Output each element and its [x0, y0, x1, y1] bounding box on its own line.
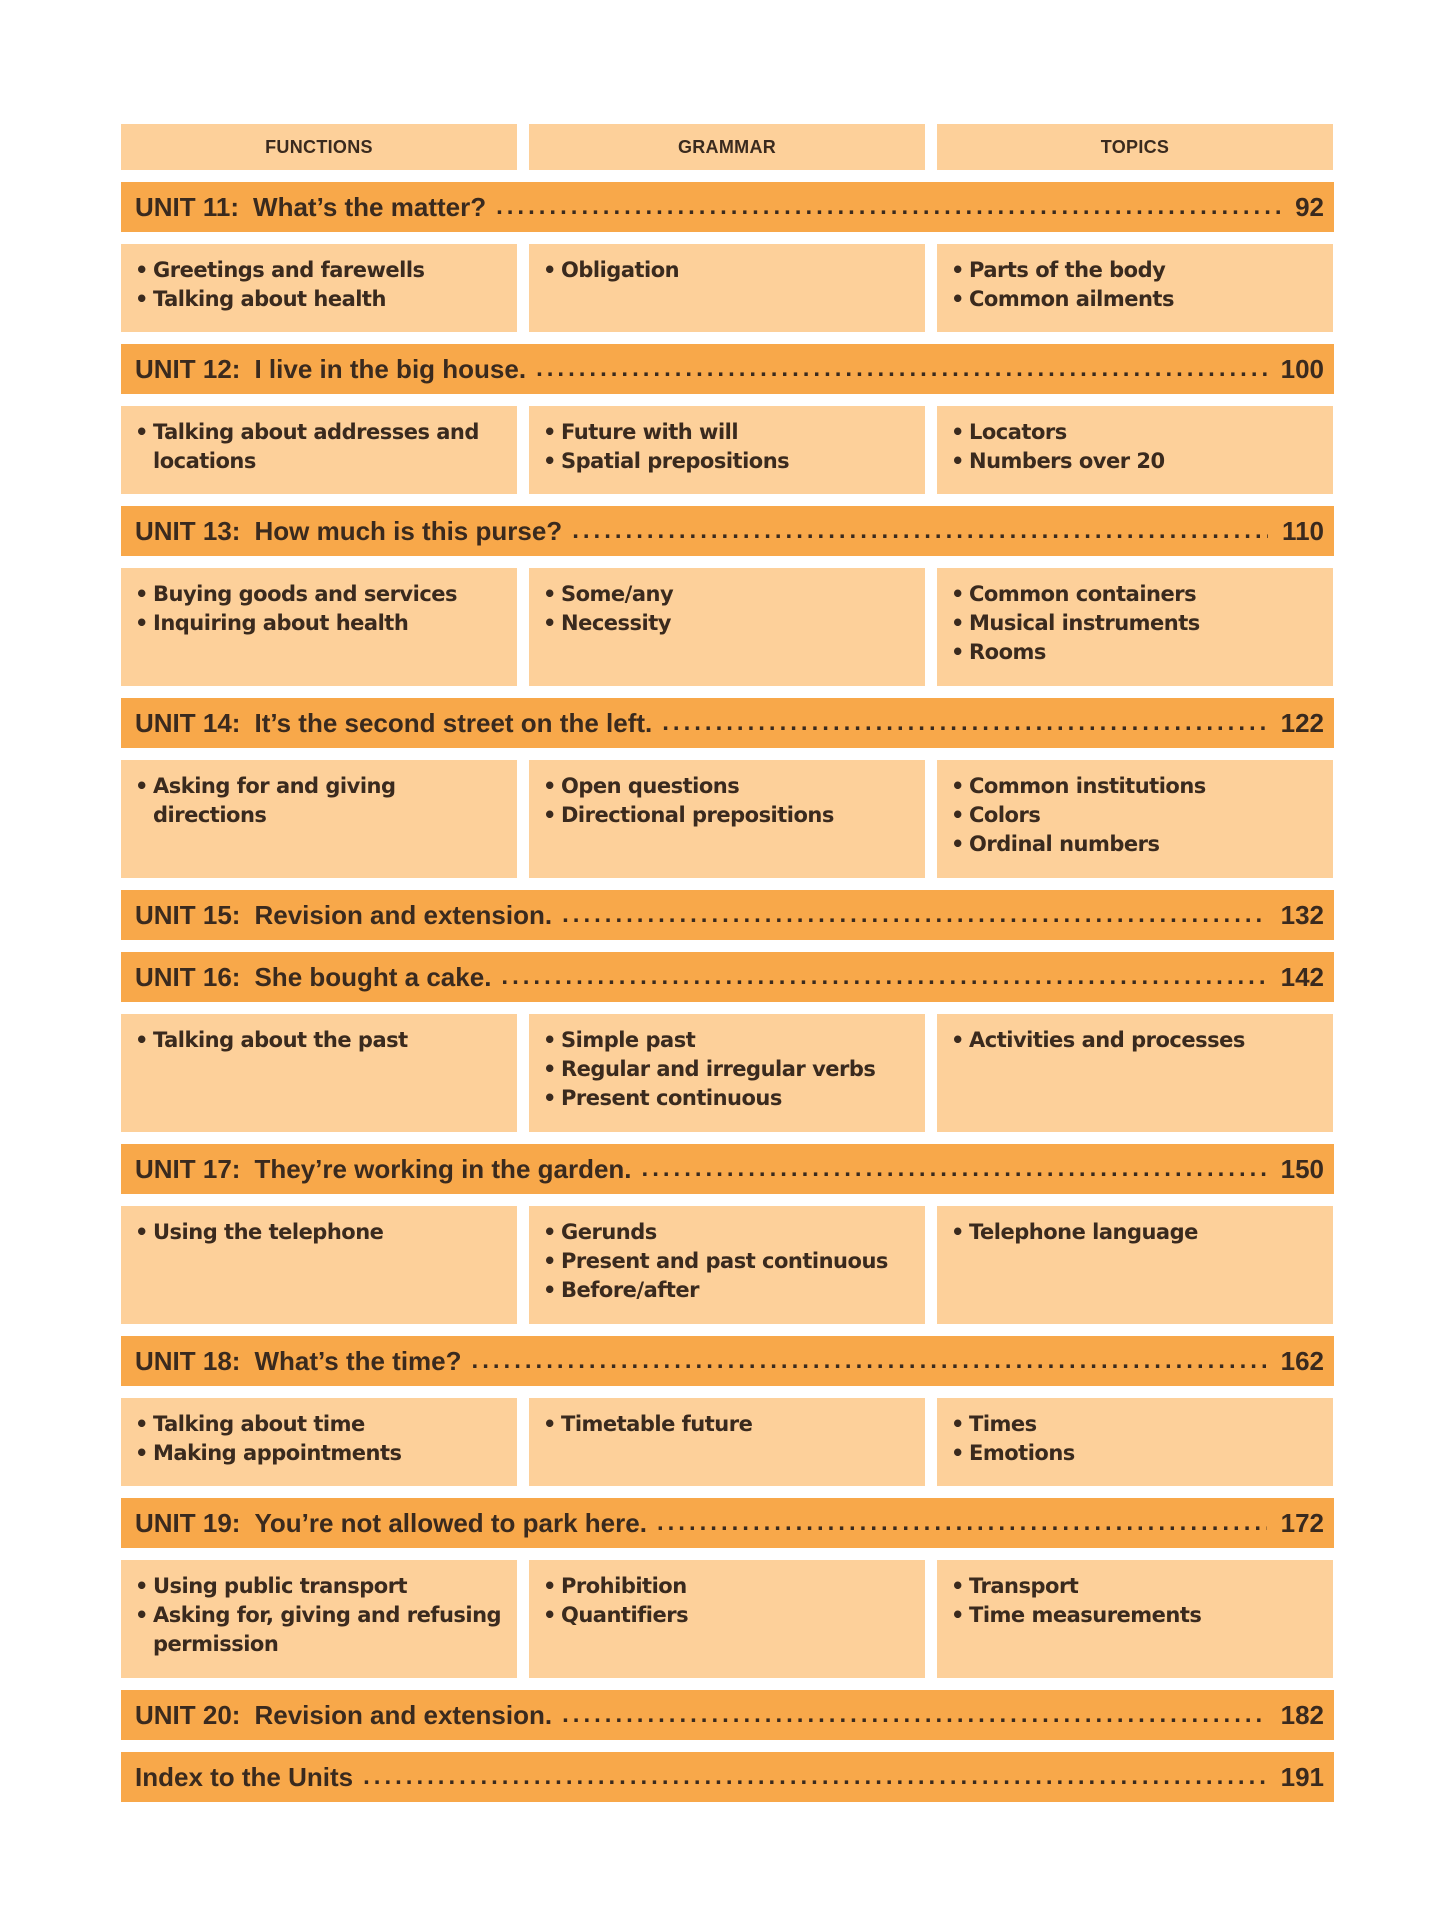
grammar-cell — [529, 1560, 925, 1678]
unit-label: UNIT 11: — [135, 191, 240, 222]
unit-details-row — [121, 568, 1334, 686]
list-item: • Talking about the past — [135, 1026, 503, 1055]
grammar-cell — [529, 244, 925, 332]
topics-cell-list — [951, 418, 1319, 476]
list-item: • Buying goods and services — [135, 580, 503, 609]
unit-title: It’s the second street on the left. — [254, 707, 653, 738]
topics-cell — [937, 568, 1333, 686]
list-item: • Gerunds — [543, 1218, 911, 1247]
grammar-cell-list — [543, 1410, 911, 1439]
topics-cell — [937, 1398, 1333, 1486]
unit-title: Index to the Units — [135, 1761, 354, 1792]
grammar-cell-list — [543, 772, 911, 830]
functions-cell-list — [135, 1572, 503, 1659]
list-item: • Talking about addresses and locations — [135, 418, 503, 476]
unit-details-row — [121, 406, 1334, 494]
unit-title: She bought a cake. — [254, 961, 492, 992]
topics-cell-list — [951, 1218, 1319, 1247]
list-item: • Common containers — [951, 580, 1319, 609]
topics-cell — [937, 760, 1333, 878]
dot-leader — [562, 1703, 1267, 1727]
list-item: • Present and past continuous — [543, 1247, 911, 1276]
header-functions: FUNCTIONS — [121, 124, 517, 170]
list-item: • Parts of the body — [951, 256, 1319, 285]
topics-cell-list — [951, 1572, 1319, 1630]
unit-details-row — [121, 760, 1334, 878]
list-item: • Musical instruments — [951, 609, 1319, 638]
functions-cell-list — [135, 772, 503, 830]
list-item: • Before/after — [543, 1276, 911, 1305]
list-item: • Numbers over 20 — [951, 447, 1319, 476]
list-item: • Timetable future — [543, 1410, 911, 1439]
unit-bar[interactable] — [121, 1498, 1334, 1548]
units-list — [121, 182, 1334, 1802]
unit-details-row — [121, 1014, 1334, 1132]
list-item: • Some/any — [543, 580, 911, 609]
grammar-cell — [529, 1206, 925, 1324]
functions-cell-list — [135, 256, 503, 314]
list-item: • Directional prepositions — [543, 801, 911, 830]
unit-bar[interactable] — [121, 182, 1334, 232]
unit-bar[interactable] — [121, 1336, 1334, 1386]
list-item: • Greetings and farewells — [135, 256, 503, 285]
dot-leader — [657, 1511, 1267, 1535]
topics-cell — [937, 1560, 1333, 1678]
page-number: 182 — [1280, 1699, 1324, 1730]
list-item: • Times — [951, 1410, 1319, 1439]
functions-cell-list — [135, 580, 503, 638]
page-number: 92 — [1295, 191, 1324, 222]
unit-bar[interactable] — [121, 344, 1334, 394]
list-item: • Time measurements — [951, 1601, 1319, 1630]
list-item: • Transport — [951, 1572, 1319, 1601]
unit-bar[interactable] — [121, 952, 1334, 1002]
functions-cell — [121, 406, 517, 494]
unit-label: UNIT 19: — [135, 1507, 241, 1538]
topics-cell — [937, 1206, 1333, 1324]
grammar-cell-list — [543, 256, 911, 285]
unit-bar[interactable] — [121, 890, 1334, 940]
functions-cell — [121, 568, 517, 686]
functions-cell-list — [135, 1218, 503, 1247]
list-item: • Common ailments — [951, 285, 1319, 314]
topics-cell-list — [951, 1410, 1319, 1468]
grammar-cell — [529, 568, 925, 686]
list-item: • Locators — [951, 418, 1319, 447]
unit-title: Revision and extension. — [254, 1699, 553, 1730]
unit-details-row — [121, 1206, 1334, 1324]
functions-cell-list — [135, 1026, 503, 1055]
list-item: • Making appointments — [135, 1439, 503, 1468]
list-item: • Colors — [951, 801, 1319, 830]
header-topics: TOPICS — [937, 124, 1333, 170]
unit-title: Revision and extension. — [254, 899, 553, 930]
list-item: • Obligation — [543, 256, 911, 285]
list-item: • Telephone language — [951, 1218, 1319, 1247]
topics-cell — [937, 1014, 1333, 1132]
unit-bar[interactable] — [121, 698, 1334, 748]
list-item: • Asking for, giving and refusing permission — [135, 1601, 503, 1659]
list-item: • Asking for and giving directions — [135, 772, 503, 830]
unit-details-row — [121, 244, 1334, 332]
unit-label: UNIT 14: — [135, 707, 241, 738]
list-item: • Talking about health — [135, 285, 503, 314]
page-number: 191 — [1280, 1761, 1324, 1792]
unit-bar[interactable] — [121, 506, 1334, 556]
unit-label: UNIT 12: — [135, 353, 241, 384]
grammar-cell-list — [543, 1218, 911, 1305]
page-number: 122 — [1280, 707, 1324, 738]
list-item: • Using public transport — [135, 1572, 503, 1601]
unit-label: UNIT 16: — [135, 961, 241, 992]
grammar-cell-list — [543, 580, 911, 638]
dot-leader — [472, 1349, 1267, 1373]
grammar-cell — [529, 406, 925, 494]
topics-cell-list — [951, 580, 1319, 667]
unit-bar[interactable] — [121, 1752, 1334, 1802]
functions-cell — [121, 760, 517, 878]
dot-leader — [536, 357, 1267, 381]
topics-cell — [937, 244, 1333, 332]
list-item: • Ordinal numbers — [951, 830, 1319, 859]
list-item: • Present continuous — [543, 1084, 911, 1113]
unit-label: UNIT 20: — [135, 1699, 241, 1730]
unit-title: I live in the big house. — [254, 353, 527, 384]
dot-leader — [572, 519, 1268, 543]
list-item: • Common institutions — [951, 772, 1319, 801]
page-number: 132 — [1280, 899, 1324, 930]
functions-cell — [121, 1206, 517, 1324]
list-item: • Emotions — [951, 1439, 1319, 1468]
list-item: • Future with will — [543, 418, 911, 447]
unit-details-row — [121, 1398, 1334, 1486]
unit-label: UNIT 18: — [135, 1345, 241, 1376]
page-number: 162 — [1280, 1345, 1324, 1376]
page-number: 172 — [1280, 1507, 1324, 1538]
unit-bar[interactable] — [121, 1144, 1334, 1194]
contents-table — [121, 124, 1334, 1802]
topics-cell — [937, 406, 1333, 494]
unit-details-row — [121, 1560, 1334, 1678]
unit-title: You’re not allowed to park here. — [254, 1507, 647, 1538]
functions-cell-list — [135, 1410, 503, 1468]
dot-leader — [662, 711, 1266, 735]
dot-leader — [363, 1765, 1266, 1789]
unit-label: UNIT 13: — [135, 515, 241, 546]
list-item: • Activities and processes — [951, 1026, 1319, 1055]
list-item: • Prohibition — [543, 1572, 911, 1601]
functions-cell — [121, 1560, 517, 1678]
unit-title: What’s the time? — [254, 1345, 462, 1376]
page-number: 110 — [1282, 515, 1324, 546]
grammar-cell-list — [543, 1572, 911, 1630]
list-item: • Regular and irregular verbs — [543, 1055, 911, 1084]
list-item: • Using the telephone — [135, 1218, 503, 1247]
list-item: • Inquiring about health — [135, 609, 503, 638]
page-number: 100 — [1280, 353, 1324, 384]
dot-leader — [642, 1157, 1267, 1181]
column-headers — [121, 124, 1334, 170]
dot-leader — [501, 965, 1266, 989]
functions-cell — [121, 244, 517, 332]
list-item: • Open questions — [543, 772, 911, 801]
unit-label: UNIT 15: — [135, 899, 241, 930]
header-grammar: GRAMMAR — [529, 124, 925, 170]
topics-cell-list — [951, 256, 1319, 314]
page-number: 150 — [1280, 1153, 1324, 1184]
unit-title: They’re working in the garden. — [254, 1153, 632, 1184]
page-number: 142 — [1280, 961, 1324, 992]
unit-title: How much is this purse? — [254, 515, 563, 546]
dot-leader — [562, 903, 1267, 927]
list-item: • Necessity — [543, 609, 911, 638]
functions-cell — [121, 1014, 517, 1132]
list-item: • Talking about time — [135, 1410, 503, 1439]
unit-bar[interactable] — [121, 1690, 1334, 1740]
grammar-cell-list — [543, 418, 911, 476]
unit-title: What’s the matter? — [253, 191, 487, 222]
grammar-cell-list — [543, 1026, 911, 1113]
topics-cell-list — [951, 772, 1319, 859]
dot-leader — [496, 195, 1281, 219]
functions-cell-list — [135, 418, 503, 476]
list-item: • Spatial prepositions — [543, 447, 911, 476]
functions-cell — [121, 1398, 517, 1486]
unit-label: UNIT 17: — [135, 1153, 241, 1184]
list-item: • Rooms — [951, 638, 1319, 667]
list-item: • Quantifiers — [543, 1601, 911, 1630]
topics-cell-list — [951, 1026, 1319, 1055]
grammar-cell — [529, 1014, 925, 1132]
list-item: • Simple past — [543, 1026, 911, 1055]
grammar-cell — [529, 760, 925, 878]
grammar-cell — [529, 1398, 925, 1486]
